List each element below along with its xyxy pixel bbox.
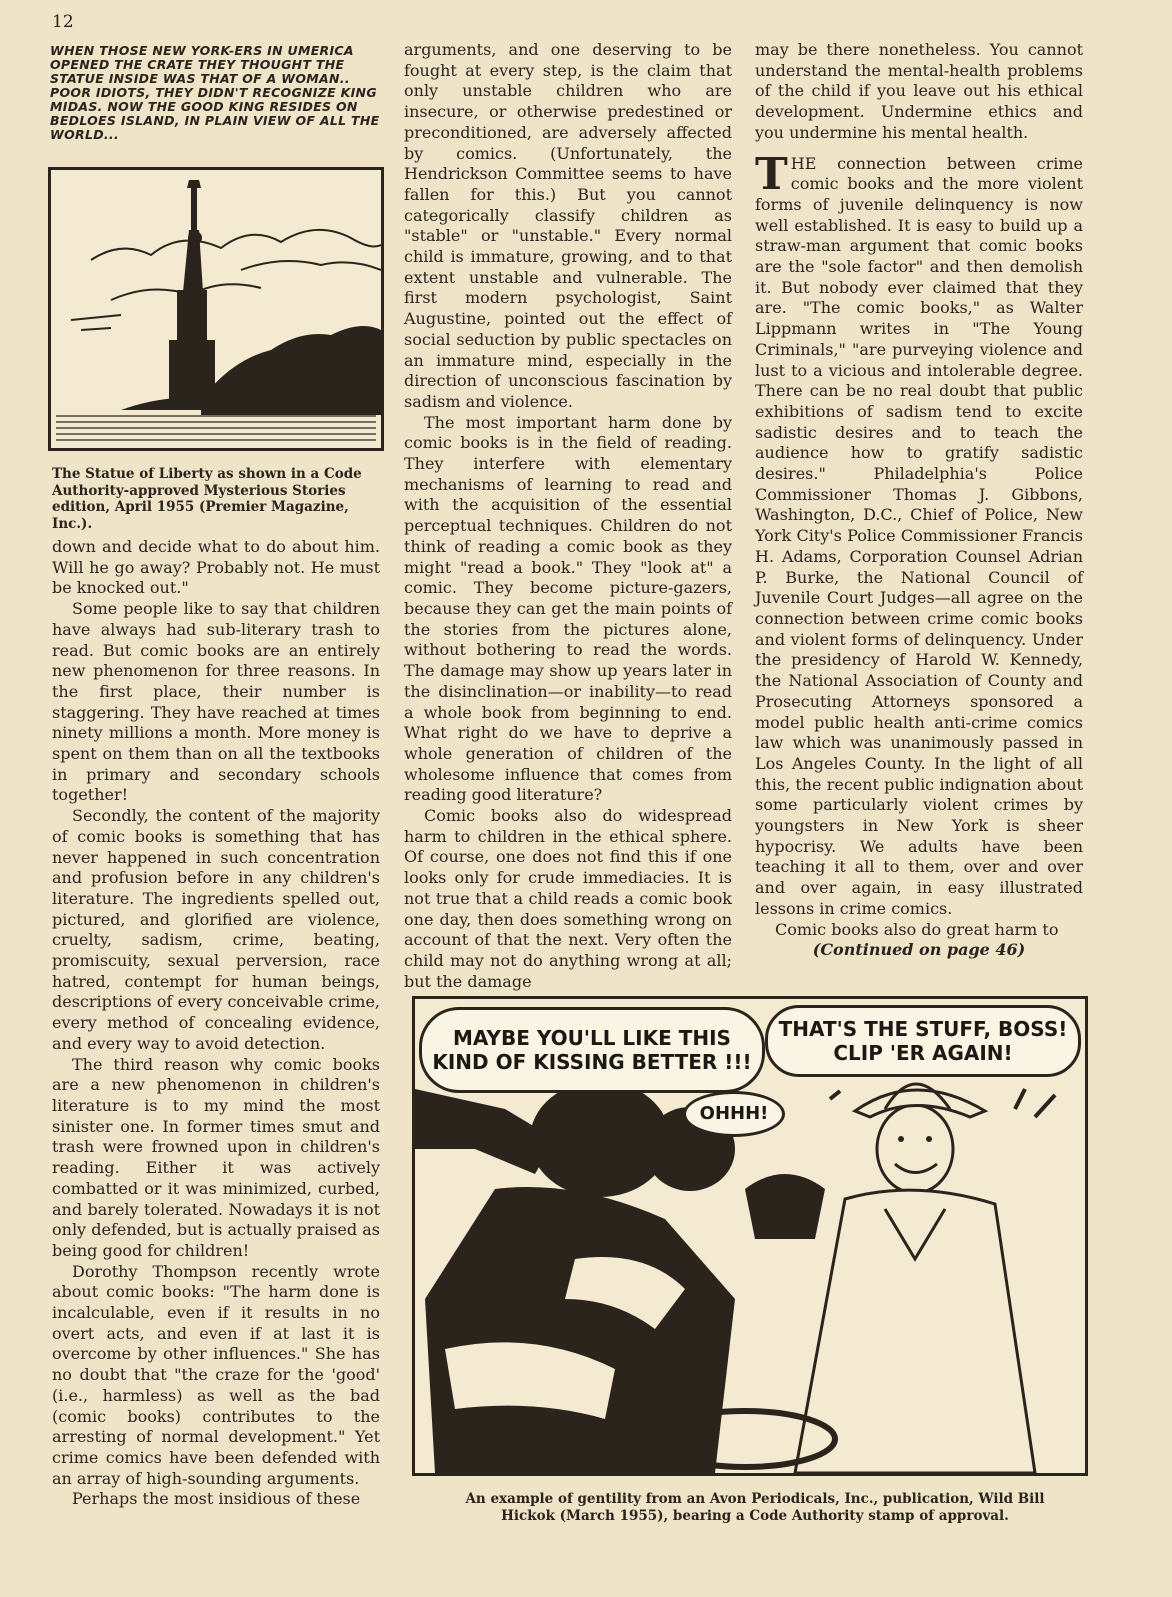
paragraph: The third reason why comic books are a new phenomenon in children's literature is to my mind the most sinister one. In former times smut and trash were frowned upon in children's reading. Either it was actively combatted or it was minimized, curbed, and barely tolerated. Nowadays it is not only defended, but is actually praised as being good for children! (52, 1054, 380, 1260)
paragraph: arguments, and one deserving to be fought at every step, is the claim that only unstable children who are insecure, or otherwise predestined or preconditioned, are adversely affected by comics. (Unfortunately, the Hendrickson Committee seems to have fallen for this.) But you cannot categorically classify children as "stable" or "unstable." Every normal child is immature, growing, and to that extent unstable and vulnerable. The first modern psychologist, Saint Augustine, pointed out the effect of social seduction by public spectacles on an immature mind, especially in the direction of unconscious fascination by sadism and violence. (404, 40, 732, 411)
text-column-2 (404, 40, 732, 992)
page-number: 12 (52, 12, 74, 32)
statue-comic-panel (48, 167, 384, 451)
statue-figure-caption: The Statue of Liberty as shown in a Code Authority-approved Mysterious Stories edition, April 1955 (Premier Magazine, Inc.). (52, 466, 362, 532)
speech-bubble-attacker: MAYBE YOU'LL LIKE THIS KIND OF KISSING BETTER !!! (419, 1007, 765, 1093)
paragraph (755, 148, 1083, 920)
comic-narration-text: WHEN THOSE NEW YORK-ERS IN UMERICA OPENED THE CRATE THEY THOUGHT THE STATUE INSIDE WAS THAT OF A WOMAN.. POOR IDIOTS, THEY DIDN'T RECOGNIZE KING MIDAS. NOW THE GOOD KING RESIDES ON BEDLOES ISLAND, IN PLAIN VIEW OF ALL THE WORLD... (50, 43, 380, 142)
kissing-figure-caption: An example of gentility from an Avon Periodicals, Inc., publication, Wild Bill Hickok (March 1955), bearing a Code Authority stamp of approval. (465, 1491, 1045, 1524)
text-column-1 (52, 537, 380, 1510)
paragraph: Perhaps the most insidious of these (72, 1489, 361, 1509)
paragraph-text: HE connection between crime comic books and the more violent forms of juvenile delinquency is now well established. It is easy to build up a straw-man argument that comic books are the "sole factor" and then demolish it. But nobody ever claimed that they are. "The comic books," as Walter Lippmann writes in "The Young Criminals," "are purveying violence and lust to a vicious and intolerable degree. There can be no real doubt that public exhibitions of sadism tend to excite sadistic desires and to teach the audience how to gratify sadistic desires." Philadelphia's Police Commissioner Thomas J. Gibbons, Washington, D.C., Chief of Police, New York City's Police Commissioner Francis H. Adams, Corporation Counsel Adrian P. Burke, the National Council of Juvenile Court Judges—all agree on the connection between crime comic books and violent forms of delinquency. Under the presidency of Harold W. Kennedy, the National Association of County and Prosecuting Attorneys sponsored a model public health anti-crime comics law which was unanimously passed in Los Angeles County. In the light of all this, the recent public indignation about some particularly violent crimes by youngsters in New York is sheer hypocrisy. We adults have been teaching it all to them, over and over and over again, in easy illustrated lessons in crime comics. (755, 153, 1083, 918)
speech-bubble-cowboy: THAT'S THE STUFF, BOSS! CLIP 'ER AGAIN! (765, 1005, 1081, 1077)
paragraph: The most important harm done by comic books is in the field of reading. They interfere with elementary mechanisms of learning to read and with the acquisition of the essential perceptual techniques. Children do not think of reading a comic book as they might "read a book." They "look at" a comic. They become picture-gazers, because they can get the main points of the stories from the pictures alone, without bothering to read the words. The damage may show up years later in the disinclination—or inability—to read a whole book from beginning to end. What right do we have to deprive a whole generation of children of the wholesome influence that comes from reading good literature? (404, 412, 732, 805)
drop-cap: T (755, 148, 788, 200)
paragraph: down and decide what to do about him. Will he go away? Probably not. He must be knocked out." (52, 537, 380, 598)
paragraph: Comic books also do widespread harm to children in the ethical sphere. Of course, one does not find this if one looks only for crude immediacies. It is not true that a child reads a comic book one day, then does something wrong on account of that the next. Very often the child may not do anything wrong at all; but the damage (404, 806, 732, 991)
speech-bubble-victim: OHHH! (683, 1091, 785, 1137)
paragraph: may be there nonetheless. You cannot understand the mental-health problems of the child if you leave out his ethical development. Undermine ethics and you undermine his mental health. (755, 40, 1083, 142)
continued-note: (Continued on page 46) (812, 940, 1026, 960)
paragraph: Some people like to say that children have always had sub-literary trash to read. But comic books are an entirely new phenomenon for three reasons. In the first place, their number is staggering. They have reached at times ninety millions a month. More money is spent on them than on all the textbooks in primary and secondary schools together! (52, 599, 380, 805)
text-column-3 (755, 40, 1083, 961)
statue-illustration (51, 170, 381, 448)
paragraph: Comic books also do great harm to (775, 919, 1059, 939)
kissing-comic-panel (412, 996, 1088, 1476)
paragraph: Secondly, the content of the majority of comic books is something that has never happened in such concentration and profusion before in any children's literature. The ingredients spelled out, pictured, and glorified are violence, cruelty, sadism, crime, beating, promiscuity, sexual perversion, race hatred, contempt for human beings, descriptions of every conceivable crime, every method of concealing evidence, and every way to avoid detection. (52, 806, 380, 1053)
paragraph: Dorothy Thompson recently wrote about comic books: "The harm done is incalculable, even if it results in no overt acts, and even if at last it is overcome by other influences." She has no doubt that "the craze for the 'good' (i.e., harmless) as well as the bad (comic books) contributes to the arresting of normal development." Yet crime comics have been defended with an array of high-sounding arguments. (52, 1261, 380, 1488)
